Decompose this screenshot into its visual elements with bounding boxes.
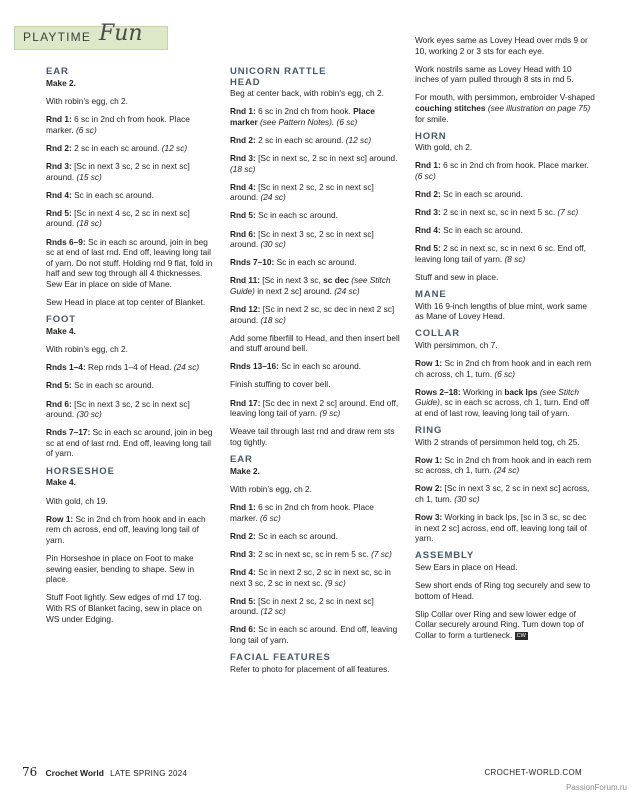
- instruction: Refer to photo for placement of all features.: [230, 663, 390, 674]
- website: CROCHET-WORLD.COM: [484, 768, 582, 777]
- section-label: PLAYTIME: [23, 30, 92, 44]
- heading-ring: RING: [415, 425, 443, 437]
- heading-assembly: ASSEMBLY: [415, 550, 475, 562]
- heading-head: HEAD: [230, 76, 261, 88]
- heading-horseshoe: HORSESHOE: [46, 465, 115, 477]
- section-script-title: Fun: [99, 21, 143, 46]
- ear-make: Make 2.: [230, 465, 260, 476]
- heading-collar: COLLAR: [415, 328, 460, 340]
- pattern-row: Rnd 4: [Sc in next 2 sc, 2 sc in next sc] around. (24 sc): [230, 181, 374, 203]
- collar-start: With persimmon, ch 7.: [415, 339, 498, 350]
- ear-start: With robin’s egg, ch 2.: [230, 484, 312, 495]
- head-start: Beg at center back, with robin’s egg, ch 2.: [230, 88, 384, 99]
- pattern-row: Rnds 13–16: Sc in each sc around.: [230, 361, 361, 372]
- pattern-row: Rnd 1: 6 sc in 2nd ch from hook. Place marker. (6 sc): [230, 502, 374, 523]
- pattern-row: Rows 2–18: Working in back lps (see Stitch Guide), sc in each sc across, ch 1, turn. End off at end of last row, leaving long tail of yarn.: [415, 386, 590, 418]
- pattern-row: Rnd 4: Sc in each sc around.: [46, 189, 154, 200]
- pattern-row: Rnd 5: Sc in each sc around.: [46, 380, 154, 391]
- instruction: Add some fiberfill to Head, and then insert bell and stuff around bell.: [230, 332, 400, 354]
- instruction: Finish stuffing to cover bell.: [230, 379, 331, 390]
- pattern-row: Rnd 1: 6 sc in 2nd ch from hook. Place marker. (6 sc): [415, 160, 589, 181]
- pattern-row: Rnd 11: [Sc in next 3 sc, sc dec (see Stitch Guide) in next 2 sc] around. (24 sc): [230, 275, 391, 296]
- pattern-row: Row 1: Sc in 2nd ch from hook and in each rem sc across, ch 1, turn. (24 sc): [415, 454, 592, 476]
- end-mark-icon: CW: [516, 632, 526, 639]
- horseshoe-make: Make 4.: [46, 477, 76, 488]
- ear-make: Make 2.: [46, 77, 76, 88]
- column-2: [230, 64, 401, 682]
- instruction: Weave tail through last rnd and draw rem sts tog tightly.: [230, 426, 395, 447]
- column-1: [46, 64, 214, 632]
- foot-start: With robin’s egg, ch 2.: [46, 344, 128, 355]
- pattern-row: Rnds 6–9: Sc in each sc around, join in beg sc at end of last rnd. End off, leaving long tail of yarn. Do not stuff. Holding rnd 9 flat, fold in half and sew tog through all 4 thicknesses. Sew Ear in place on side of Mane.: [46, 236, 213, 289]
- heading-unicorn-rattle: UNICORN RATTLE: [230, 66, 327, 77]
- watermark: PassionForum.ru: [566, 783, 627, 792]
- heading-horn: HORN: [415, 130, 447, 142]
- pattern-row: Row 1: Sc in 2nd ch from hook and in each rem ch across, ch 1, turn. (6 sc): [415, 358, 592, 379]
- pattern-row: Row 3: Working in back lps, [sc in 3 sc, sc dec in next 2 sc] across, end off, leaving long tail of yarn.: [415, 512, 587, 544]
- pattern-row: Rnd 6: [Sc in next 3 sc, 2 sc in next sc] around. (30 sc): [230, 228, 374, 250]
- pattern-row: Rnd 12: [Sc in next 2 sc, sc dec in next 2 sc] around. (18 sc): [230, 304, 395, 325]
- pattern-row: Rnd 5: Sc in each sc around.: [230, 210, 338, 221]
- instruction: Work eyes same as Lovey Head over rnds 9 or 10, working 2 or 3 sts for each eye.: [415, 35, 588, 56]
- pattern-row: Row 1: Sc in 2nd ch from hook and in each rem ch across, end off, leaving long tail of yarn.: [46, 513, 206, 545]
- heading-foot: FOOT: [46, 314, 76, 326]
- pattern-row: Rnd 4: Sc in next 2 sc, 2 sc in next sc, sc in next 3 sc, 2 sc in next sc. (9 sc): [230, 567, 391, 588]
- pattern-row: Rnd 6: [Sc in next 3 sc, 2 sc in next sc] around. (30 sc): [46, 398, 190, 420]
- pattern-row: Rnds 7–10: Sc in each sc around.: [230, 257, 357, 268]
- pattern-row: Rnd 2: 2 sc in each sc around. (12 sc): [230, 134, 372, 145]
- instruction: Stuff Foot lightly. Sew edges of rnd 17 tog. With RS of Blanket facing, sew in place on WS under Edging.: [46, 592, 202, 624]
- foot-make: Make 4.: [46, 325, 76, 336]
- instruction: Sew Head in place at top center of Blanket.: [46, 297, 206, 307]
- page-footer: [22, 765, 612, 779]
- pattern-row: Rnd 17: [Sc dec in next 2 sc] around. End off, leaving long tail of yarn. (9 sc): [230, 397, 399, 419]
- pattern-row: Rnd 6: Sc in each sc around. End off, leaving long tail of yarn.: [230, 624, 398, 646]
- section-header-tab: [14, 21, 168, 50]
- pattern-row: Rnd 2: Sc in each sc around.: [415, 189, 523, 200]
- heading-ear: EAR: [230, 453, 253, 465]
- instruction: With 16 9-inch lengths of blue mint, work same as Mane of Lovey Head.: [415, 300, 588, 322]
- heading-ear: EAR: [46, 66, 69, 77]
- pattern-row: Rnds 1–4: Rep rnds 1–4 of Head. (24 sc): [46, 362, 200, 373]
- horn-start: With gold, ch 2.: [415, 142, 473, 153]
- instruction: Stuff and sew in place.: [415, 272, 499, 282]
- pattern-row: Rnd 1: 6 sc in 2nd ch from hook. Place marker. (6 sc): [46, 114, 190, 135]
- horseshoe-start: With gold, ch 19.: [46, 495, 108, 506]
- page-number: 76: [22, 765, 38, 779]
- ear-start: With robin’s egg, ch 2.: [46, 96, 128, 107]
- instruction: Work nostrils same as Lovey Head with 10 inches of yarn pulled through 8 sts in rnd 5.: [415, 63, 574, 85]
- column-3: [415, 35, 595, 648]
- instruction: For mouth, with persimmon, embroider V-shaped couching stitches (see illustration on page 75) for smile.: [415, 92, 595, 124]
- pattern-row: Row 2: [Sc in next 3 sc, 2 sc in next sc] across, ch 1, turn. (30 sc): [415, 483, 590, 504]
- publication-name: Crochet World: [45, 768, 104, 778]
- heading-mane: MANE: [415, 289, 447, 301]
- pattern-row: Rnd 5: [Sc in next 2 sc, 2 sc in next sc] around. (12 sc): [230, 595, 374, 617]
- pattern-row: Rnd 2: Sc in each sc around.: [230, 530, 338, 541]
- pattern-row: Rnd 3: [Sc in next sc, 2 sc in next sc] around. (18 sc): [230, 153, 398, 174]
- heading-facial-features: FACIAL FEATURES: [230, 652, 331, 664]
- pattern-row: Rnd 3: 2 sc in next sc, sc in rem 5 sc. (7 sc): [230, 549, 392, 559]
- instruction: Slip Collar over Ring and sew lower edge of Collar securely around Ring. Turn down top of Collar to form a turtleneck. CW: [415, 608, 584, 640]
- instruction: Sew Ears in place on Head.: [415, 561, 518, 572]
- instruction: Sew short ends of Ring tog securely and sew to bottom of Head.: [415, 580, 591, 601]
- pattern-row: Rnds 7–17: Sc in each sc around, join in beg sc at end of last rnd. End off, leaving long tail of yarn.: [46, 427, 213, 459]
- pattern-row: Rnd 5: 2 sc in next sc, sc in next 6 sc. End off, leaving long tail of yarn. (8 sc): [415, 243, 586, 264]
- ring-start: With 2 strands of persimmon held tog, ch 25.: [415, 436, 580, 447]
- pattern-row: Rnd 4: Sc in each sc around.: [415, 225, 523, 236]
- issue-date: LATE SPRING 2024: [110, 769, 188, 778]
- pattern-row: Rnd 1: 6 sc in 2nd ch from hook. Place marker (see Pattern Notes). (6 sc): [230, 106, 375, 127]
- pattern-row: Rnd 2: 2 sc in each sc around. (12 sc): [46, 142, 188, 153]
- pattern-row: Rnd 5: [Sc in next 4 sc, 2 sc in next sc] around. (18 sc): [46, 207, 190, 229]
- instruction: Pin Horseshoe in place on Foot to make sewing easier, bending to shape. Sew in place.: [46, 553, 195, 585]
- pattern-row: Rnd 3: 2 sc in next sc, sc in next 5 sc. (7 sc): [415, 207, 579, 218]
- pattern-row: Rnd 3: [Sc in next 3 sc, 2 sc in next sc] around. (15 sc): [46, 161, 190, 182]
